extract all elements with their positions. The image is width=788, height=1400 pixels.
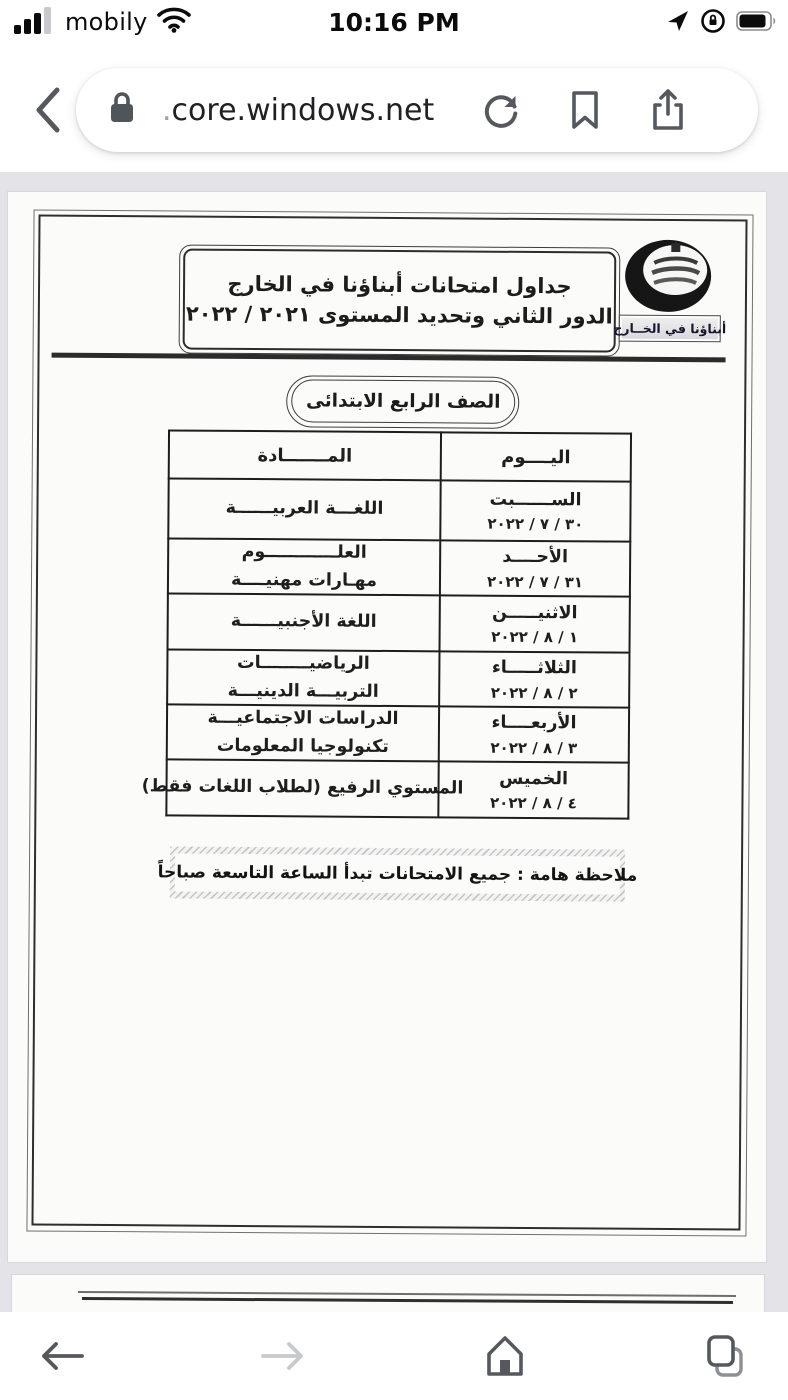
tab-switcher-button[interactable]: [700, 1330, 752, 1382]
url-domain: core.windows.net: [171, 92, 435, 128]
table-row: [168, 593, 630, 652]
orientation-lock-icon: [700, 8, 726, 38]
table-row: [166, 759, 628, 818]
subject: اللغـــة العربيــــــة: [225, 498, 384, 520]
important-note: ملاحظة هامة : جميع الامتحانات تبدأ الساعة التاسعة صباحاً: [175, 854, 620, 895]
subject: العلــــــــــــوم: [241, 541, 367, 563]
subject: الرياضيــــــــات: [237, 652, 370, 674]
day-column-header: اليــــوم: [441, 432, 631, 481]
exam-date: ٢ / ٨ / ٢٠٢٢: [490, 683, 578, 702]
page-frame: [26, 209, 753, 1236]
table-header-row: [169, 430, 631, 481]
subject: التربيـــة الدينيـــة: [227, 680, 379, 702]
https-lock-icon[interactable]: [108, 90, 136, 130]
table-row: [168, 538, 630, 596]
url-prefix: .: [162, 92, 172, 128]
document-title-line1: جداول امتحانات أبناؤنا في الخارج: [227, 271, 572, 299]
exam-date: ٣٠ / ٧ / ٢٠٢٢: [487, 514, 584, 534]
document-page-2: [12, 1275, 764, 1312]
history-forward-button[interactable]: [257, 1330, 309, 1382]
reload-button[interactable]: [480, 89, 522, 131]
subject: مهـارات مهنيــــة: [230, 569, 378, 591]
table-row: [168, 478, 630, 541]
exam-date: ٣ / ٨ / ٢٠٢٢: [490, 738, 578, 757]
share-button[interactable]: [648, 87, 688, 133]
exam-date: ٤ / ٨ / ٢٠٢٢: [489, 793, 577, 813]
document-page-1: [8, 192, 766, 1262]
exam-date: ٣١ / ٧ / ٢٠٢٢: [486, 572, 584, 591]
browser-toolbar: [0, 48, 788, 172]
day-name: الســــــبت: [489, 489, 582, 511]
header-divider: [52, 353, 726, 363]
grade-banner: الصف الرابع الابتدائى: [286, 375, 519, 429]
clock: 10:16 PM: [328, 8, 460, 37]
carrier-label: mobily: [65, 8, 148, 36]
document-title-line2: الدور الثاني وتحديد المستوى ٢٠٢١ / ٢٠٢٢: [185, 301, 613, 329]
bookmark-button[interactable]: [568, 89, 602, 131]
address-bar[interactable]: [76, 68, 758, 152]
day-name: الأحــــد: [502, 547, 569, 568]
table-row: [167, 649, 629, 707]
subject: المستوي الرفيع (لطلاب اللغات فقط): [141, 776, 464, 799]
ministry-emblem-icon: [621, 237, 722, 316]
day-name: الاثنيـــــن: [491, 602, 578, 624]
subject: اللغة الأجنبيــــــة: [230, 611, 377, 633]
exam-date: ١ / ٨ / ٢٠٢٢: [491, 627, 579, 647]
document-title-box: [179, 245, 621, 357]
day-name: الثلاثـــــاء: [491, 658, 577, 679]
logo-badge: أبناؤنا في الخــارج: [619, 315, 721, 343]
exam-schedule-table: [141, 429, 632, 819]
back-button[interactable]: [24, 80, 70, 140]
day-name: الأربعــــاء: [491, 713, 577, 734]
url-display[interactable]: [162, 93, 434, 128]
subject: تكنولوجيا المعلومات: [216, 735, 389, 757]
subject-column-header: المـــــــادة: [169, 430, 441, 480]
subject: الدراسات الاجتماعيـــة: [207, 707, 399, 729]
day-name: الخميس: [499, 768, 569, 790]
important-note-box: [157, 846, 638, 901]
ministry-logo: [613, 237, 727, 342]
location-services-icon: [666, 9, 690, 37]
status-bar: [0, 0, 788, 48]
home-button[interactable]: [479, 1330, 531, 1382]
web-content-viewer[interactable]: [0, 172, 788, 1312]
battery-icon: [736, 11, 778, 35]
table-row: [167, 704, 629, 762]
browser-bottom-toolbar: [0, 1312, 788, 1400]
history-back-button[interactable]: [36, 1330, 88, 1382]
